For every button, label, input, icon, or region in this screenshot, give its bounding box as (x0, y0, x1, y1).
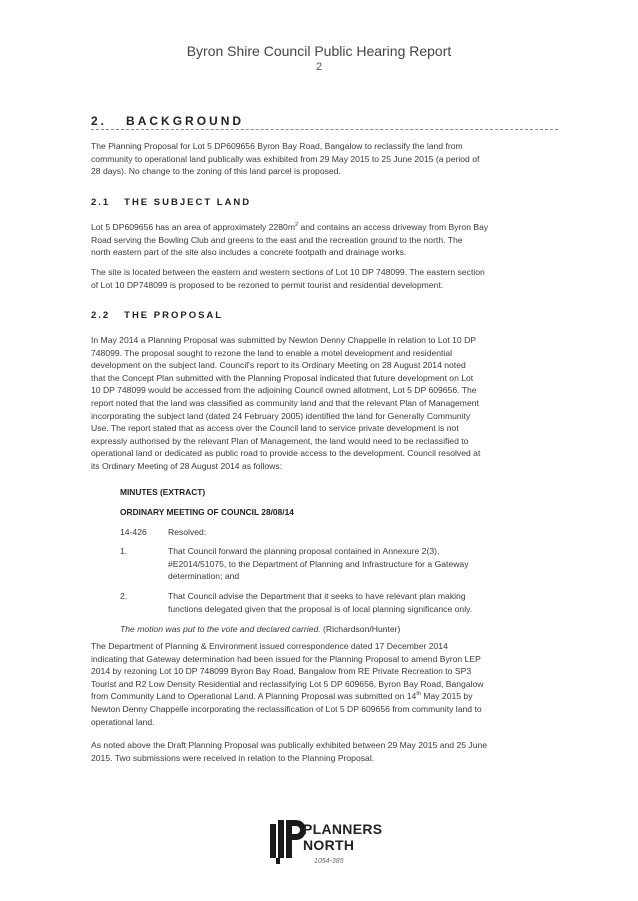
resolution-number: 14-426 (120, 527, 147, 537)
subsection-heading-subject-land (91, 197, 251, 208)
text-line: The Planning Proposal for Lot 5 DP609656 Byron Bay Road, Bangalow to reclassify the land from (91, 141, 463, 151)
resolution-item-number: 2. (120, 591, 128, 601)
text-line: that the Concept Plan submitted with the Planning Proposal indicated that future development on Lot (91, 372, 474, 383)
text-line: #E2014/51075, to the Department of Planning and Infrastructure for a Gateway (168, 558, 469, 569)
subsection-number: 2.2 (91, 310, 111, 321)
text-line: its Ordinary Meeting of 28 August 2014 as follows: (91, 460, 283, 471)
section-title: BACKGROUND (126, 114, 245, 128)
text-line: The Department of Planning & Environment issued correspondence dated 17 December 2014 (91, 641, 448, 651)
text-fragment: from Community Land to Operational Land. A Planning Proposal was submitted on 14 (91, 691, 417, 702)
background-intro (91, 140, 561, 178)
subsection-heading-proposal (91, 310, 223, 321)
page-number: 2 (315, 61, 323, 73)
subsection-title: THE PROPOSAL (124, 310, 224, 321)
text-line: Newton Denny Chappelle incorporating the reclassification of Lot 5 DP 609656 from community land to (91, 703, 482, 714)
section-heading (91, 114, 244, 128)
text-line: 10 DP 748099 would be accessed from the adjoining Council owned allotment, Lot 5 DP 609656. The (91, 385, 477, 396)
proposal-para-1 (91, 334, 561, 473)
proposal-para-2 (91, 640, 561, 728)
motion-record (120, 624, 400, 634)
text-line: functions delegated given that the proposal is of local planning significance only. (168, 603, 473, 614)
section-divider (91, 129, 558, 130)
text-line: report noted that the land was classified as community land and that the relevant Plan of Management (91, 397, 479, 408)
text-line: 2015. Two submissions were received in relation to the Planning Proposal. (91, 752, 375, 763)
text-fragment: and contains an access driveway from Byron Bay (298, 222, 489, 232)
text-line (91, 221, 561, 234)
text-line: of Lot 10 DP748099 is proposed to be rezoned to permit tourist and residential development. (91, 279, 444, 290)
text-line: community to operational land publically was exhibited from 29 May 2015 to 25 June 2015 (a period of (91, 153, 480, 164)
text-line: expressly authorised by the relevant Plan of Management, the land would need to be reclassified to (91, 435, 469, 446)
resolution-item (168, 545, 558, 583)
subject-land-para-2 (91, 266, 561, 291)
resolution-item-number: 1. (120, 546, 128, 556)
proposal-para-3 (91, 739, 561, 764)
subsection-title: THE SUBJECT LAND (124, 197, 252, 208)
text-line: 28 days). No change to the zoning of this land parcel is proposed. (91, 166, 341, 177)
motion-movers: (Richardson/Hunter) (320, 624, 401, 634)
motion-text: The motion was put to the vote and declared carried. (120, 624, 321, 634)
resolution-item (168, 590, 558, 615)
text-fragment: May 2015 by (420, 691, 473, 702)
text-line: determination; and (168, 571, 240, 582)
text-line: indicating that Gateway determination had been issued for the Planning Proposal to amend Byron LEP (91, 653, 481, 664)
text-line: That Council advise the Department that it seeks to have relevant plan making (168, 591, 466, 601)
text-fragment: Lot 5 DP609656 has an area of approximately 2280m (91, 222, 295, 232)
superscript: 2 (295, 222, 299, 229)
text-line: operational land. (91, 716, 155, 727)
text-line: north eastern part of the site also includes a concrete footpath and drainage works. (91, 247, 407, 258)
text-line: development on the subject land. Council's report to its Ordinary Meeting on 28 August 2014 noted (91, 360, 466, 371)
report-header-title: Byron Shire Council Public Hearing Report (186, 43, 452, 59)
logo-line-1: PLANNERS (303, 821, 383, 837)
text-line: The site is located between the eastern and western sections of Lot 10 DP 748099. The eastern section (91, 267, 485, 277)
subsection-number: 2.1 (91, 197, 111, 208)
text-line: 2014 by rezoning Lot 10 DP 748099 Byron Bay Road, Bangalow from RE Private Recreation to SP3 (91, 666, 472, 677)
text-line: operational land or dedicated as public road to provide access to the development. Council resolved at (91, 448, 481, 459)
text-line: Road serving the Bowling Club and greens to the east and the recreation ground to the north. The (91, 234, 463, 245)
minutes-heading: MINUTES (EXTRACT) (120, 487, 206, 497)
text-line: 748099. The proposal sought to rezone the land to enable a motel development and residential (91, 347, 453, 358)
text-line: incorporating the subject land (dated 24 February 2005) identified the land for Generally Community (91, 410, 471, 421)
section-number: 2. (91, 114, 108, 128)
text-line: Tourist and R2 Low Density Residential and reclassifying Lot 5 DP 609656, Byron Bay Road, Bangalow (91, 678, 484, 689)
text-line (91, 690, 561, 703)
superscript: th (416, 691, 421, 698)
text-line: As noted above the Draft Planning Proposal was publically exhibited between 29 May 2015 and 25 June (91, 740, 488, 750)
text-line: That Council forward the planning proposal contained in Annexure 2(3), (168, 546, 440, 556)
subject-land-para-1 (91, 221, 561, 259)
text-line: Use. The report stated that as access over the Council land to service private development is not (91, 423, 459, 434)
logo-line-2: NORTH (303, 837, 355, 853)
text-line: In May 2014 a Planning Proposal was submitted by Newton Denny Chappelle in relation to Lot 10 DP (91, 335, 477, 345)
logo-subtext: 1054-385 (314, 858, 344, 865)
resolved-label: Resolved: (168, 527, 207, 537)
minutes-meeting: ORDINARY MEETING OF COUNCIL 28/08/14 (120, 507, 294, 517)
